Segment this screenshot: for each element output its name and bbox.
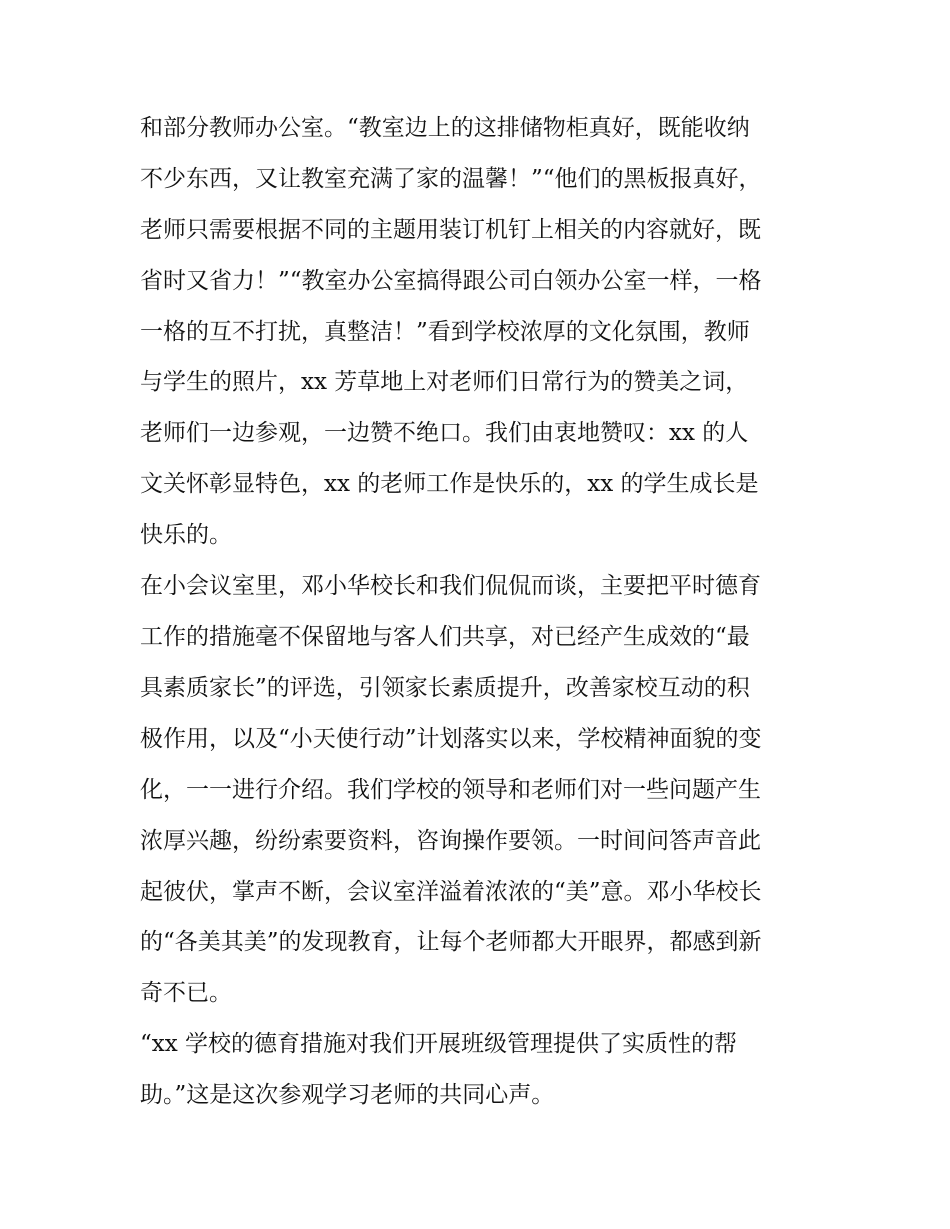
text-line: 一格的互不打扰，真整洁！”看到学校浓厚的文化氛围，教师 bbox=[140, 319, 750, 345]
text-line: 浓厚兴趣，纷纷索要资料，咨询操作要领。一时间问答声音此 bbox=[140, 828, 761, 854]
text-line: 与学生的照片，xx 芳草地上对老师们日常行为的赞美之词， bbox=[140, 369, 749, 395]
text-line: 的“各美其美”的发现教育，让每个老师都大开眼界，都感到新 bbox=[140, 929, 762, 955]
text-line: 文关怀彰显特色，xx 的老师工作是快乐的，xx 的学生成长是 bbox=[140, 471, 759, 497]
text-line: 和部分教师办公室。“教室边上的这排储物柜真好，既能收纳 bbox=[140, 115, 750, 141]
text-line: 具素质家长”的评选，引领家长素质提升，改善家校互动的积 bbox=[140, 675, 750, 701]
text-line: 省时又省力！”“教室办公室搞得跟公司白领办公室一样，一格 bbox=[140, 268, 762, 294]
text-line: 快乐的。 bbox=[140, 522, 232, 548]
text-line: 老师只需要根据不同的主题用装订机钉上相关的内容就好，既 bbox=[140, 217, 761, 243]
text-line: 工作的措施毫不保留地与客人们共享，对已经产生成效的“最 bbox=[140, 624, 750, 650]
text-line: 助。”这是这次参观学习老师的共同心声。 bbox=[140, 1082, 555, 1108]
text-line: 老师们一边参观，一边赞不绝口。我们由衷地赞叹：xx 的人 bbox=[140, 420, 749, 446]
text-line: 不少东西，又让教室充满了家的温馨！”“他们的黑板报真好， bbox=[140, 166, 762, 192]
text-line: 化，一一进行介绍。我们学校的领导和老师们对一些问题产生 bbox=[140, 777, 761, 803]
text-line: “xx 学校的德育措施对我们开展班级管理提供了实质性的帮 bbox=[140, 1031, 738, 1057]
text-line: 极作用，以及“小天使行动”计划落实以来，学校精神面貌的变 bbox=[140, 726, 762, 752]
text-line: 起彼伏，掌声不断，会议室洋溢着浓浓的“美”意。邓小华校长 bbox=[140, 879, 762, 905]
text-line: 在小会议室里，邓小华校长和我们侃侃而谈，主要把平时德育 bbox=[140, 573, 761, 599]
text-line: 奇不已。 bbox=[140, 980, 232, 1006]
